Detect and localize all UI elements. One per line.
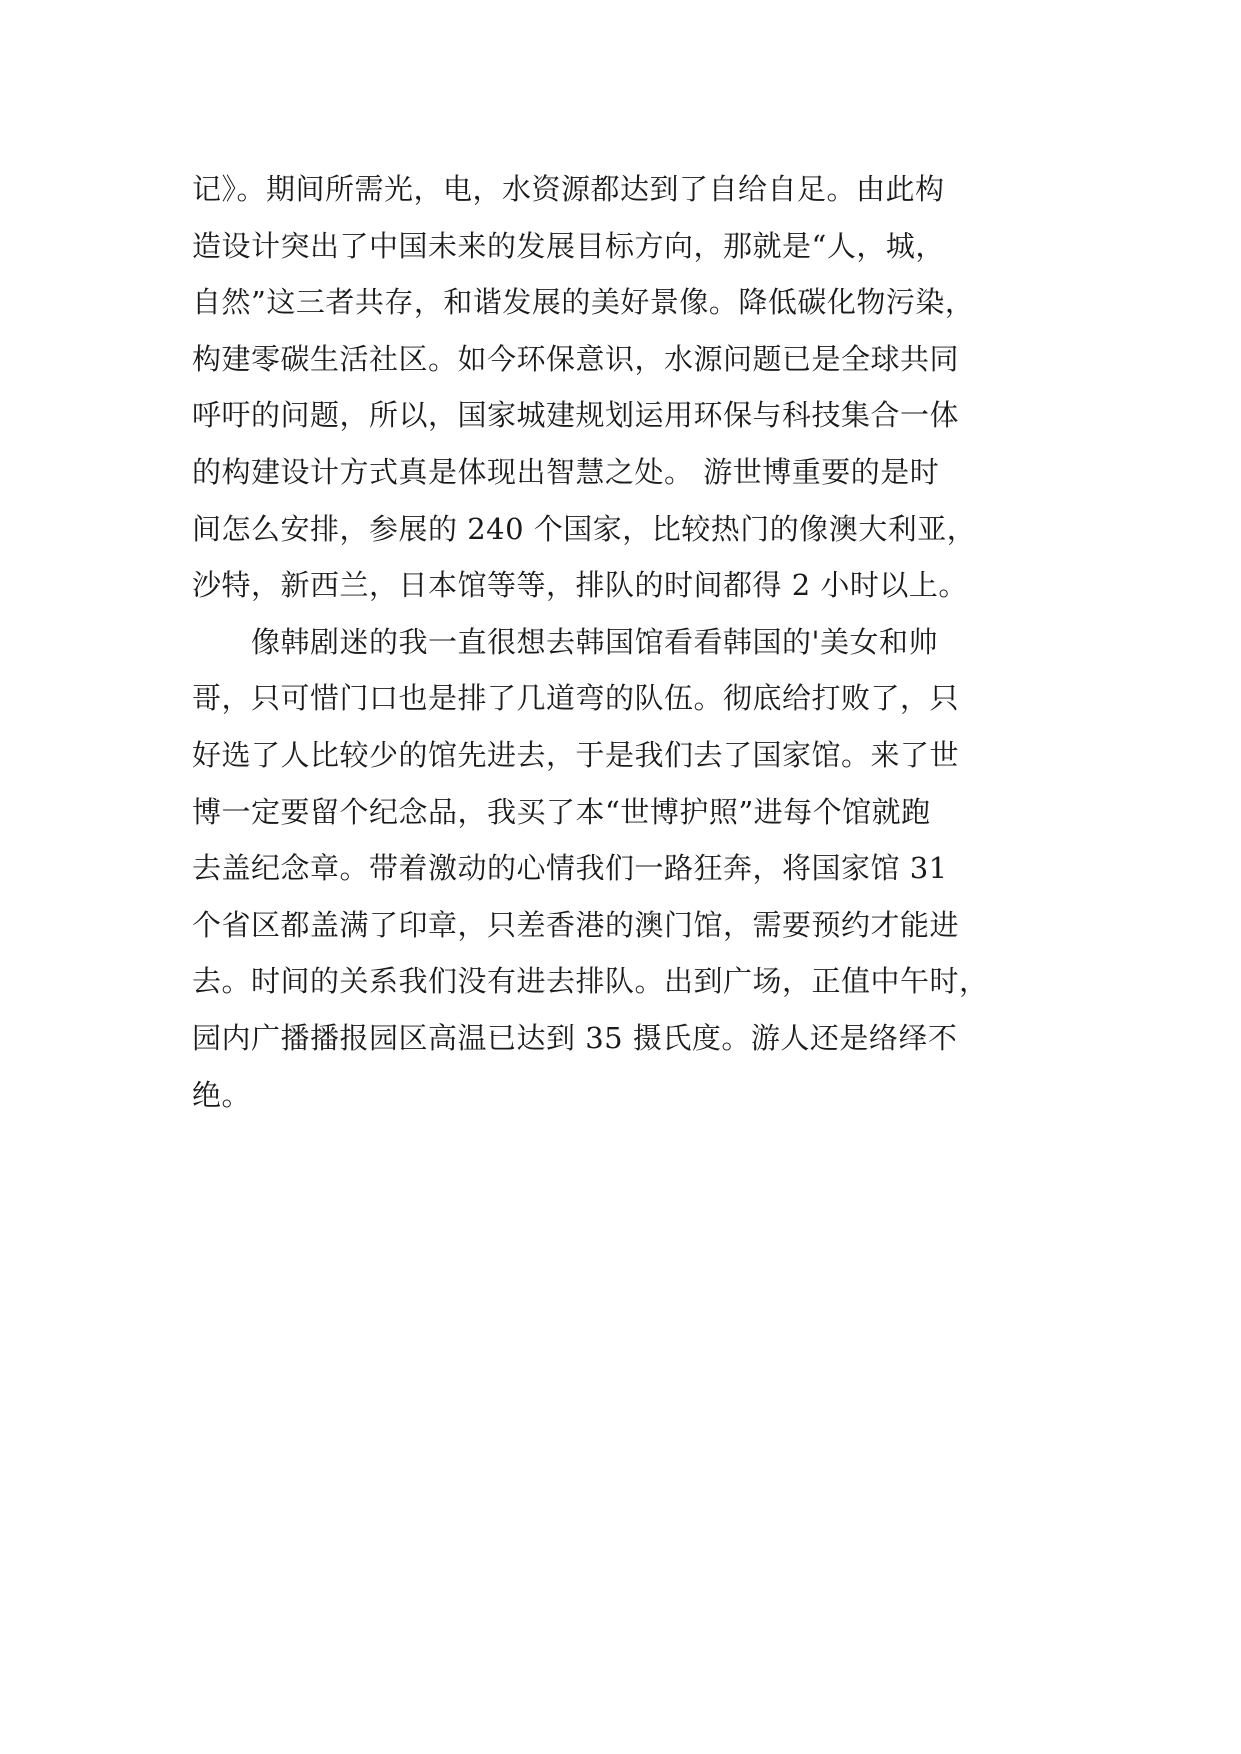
body-text xyxy=(192,161,1092,1123)
text-line: 的构建设计方式真是体现出智慧之处。 游世博重要的是时 xyxy=(192,454,940,489)
text-line: 好选了人比较少的馆先进去，于是我们去了国家馆。来了世 xyxy=(192,737,960,772)
text-line: 去盖纪念章。带着激动的心情我们一路狂奔，将国家馆 31 xyxy=(192,851,948,886)
text-line: 个省区都盖满了印章，只差香港的澳门馆，需要预约才能进 xyxy=(192,907,960,942)
paragraph-1 xyxy=(192,161,1092,614)
text-line: 像韩剧迷的我一直很想去韩国馆看看韩国的'美女和帅 xyxy=(192,624,938,659)
text-line: 博一定要留个纪念品，我买了本“世博护照”进每个馆就跑 xyxy=(192,794,931,829)
text-line: 自然”这三者共存，和谐发展的美好景像。降低碳化物污染， xyxy=(192,285,975,320)
paragraph-2 xyxy=(192,614,1092,1123)
text-line: 绝。 xyxy=(192,1077,252,1112)
text-line: 间怎么安排，参展的 240 个国家，比较热门的像澳大利亚， xyxy=(192,511,977,546)
text-line: 哥，只可惜门口也是排了几道弯的队伍。彻底给打败了，只 xyxy=(192,681,960,716)
text-line: 园内广播播报园区高温已达到 35 摄氏度。游人还是络绎不 xyxy=(192,1020,958,1055)
text-line: 沙特，新西兰，日本馆等等，排队的时间都得 2 小时以上。 xyxy=(192,568,968,603)
text-line: 记》。期间所需光，电，水资源都达到了自给自足。由此构 xyxy=(192,172,945,206)
text-line: 呼吁的问题，所以，国家城建规划运用环保与科技集合一体 xyxy=(192,398,960,433)
text-line: 去。时间的关系我们没有进去排队。出到广场，正值中午时， xyxy=(192,964,989,999)
text-line: 构建零碳生活社区。如今环保意识，水源问题已是全球共同 xyxy=(192,341,960,376)
text-line: 造设计突出了中国未来的发展目标方向，那就是“人，城， xyxy=(192,228,945,263)
